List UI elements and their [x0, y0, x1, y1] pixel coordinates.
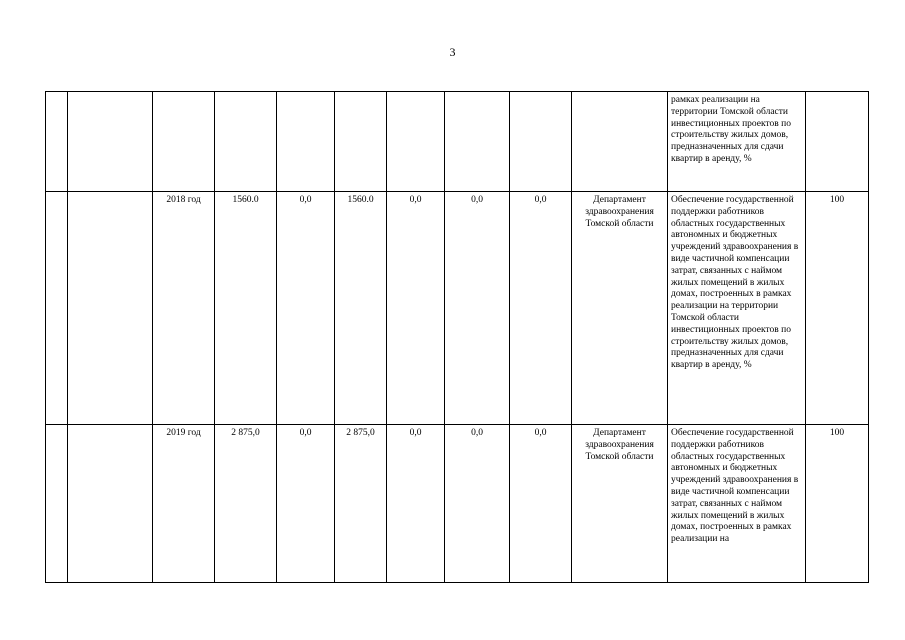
- cell-other: 0,0: [510, 192, 572, 425]
- cell-year: 2019 год: [153, 425, 215, 583]
- cell-other: 0,0: [510, 425, 572, 583]
- program-table: [45, 91, 869, 583]
- cell-index: [46, 192, 68, 425]
- cell-year: [153, 92, 215, 192]
- cell-total: 2 875,0: [215, 425, 277, 583]
- cell-department: Департамент здравоохранения Томской области: [572, 192, 668, 425]
- cell-value: [806, 92, 869, 192]
- cell-federal: [277, 92, 335, 192]
- cell-regional: 2 875,0: [335, 425, 387, 583]
- cell-department: [572, 92, 668, 192]
- cell-regional: 1560.0: [335, 192, 387, 425]
- cell-index: [46, 425, 68, 583]
- cell-year: 2018 год: [153, 192, 215, 425]
- cell-extra: [445, 92, 510, 192]
- cell-federal: 0,0: [277, 425, 335, 583]
- cell-indicator: Обеспечение государственной поддержки работников областных государственных автономных и бюджетных учреждений здравоохранения в виде частичной компенсации затрат, связанных с наймом жилых помещений в жилых домах, построенных в рамках реализации на территории Томской области инвестиционных проектов по строительству жилых домов, предназначенных для сдачи квартир в аренду, %: [668, 192, 806, 425]
- cell-name: [68, 192, 153, 425]
- cell-value: 100: [806, 425, 869, 583]
- cell-local: 0,0: [387, 192, 445, 425]
- page-number: 3: [449, 45, 456, 59]
- cell-indicator: Обеспечение государственной поддержки работников областных государственных автономных и бюджетных учреждений здравоохранения в виде частичной компенсации затрат, связанных с наймом жилых помещений в жилых домах, построенных в рамках реализации на: [668, 425, 806, 583]
- cell-local: [387, 92, 445, 192]
- cell-index: [46, 92, 68, 192]
- cell-federal: 0,0: [277, 192, 335, 425]
- cell-name: [68, 425, 153, 583]
- cell-regional: [335, 92, 387, 192]
- cell-local: 0,0: [387, 425, 445, 583]
- cell-extra: 0,0: [445, 425, 510, 583]
- cell-name: [68, 92, 153, 192]
- cell-value: 100: [806, 192, 869, 425]
- cell-other: [510, 92, 572, 192]
- cell-department: Департамент здравоохранения Томской области: [572, 425, 668, 583]
- cell-extra: 0,0: [445, 192, 510, 425]
- table-row: [46, 192, 869, 425]
- table-row: [46, 92, 869, 192]
- cell-total: [215, 92, 277, 192]
- cell-total: 1560.0: [215, 192, 277, 425]
- cell-indicator: рамках реализации на территории Томской области инвестиционных проектов по строительству жилых домов, предназначенных для сдачи квартир в аренду, %: [668, 92, 806, 192]
- table-row: [46, 425, 869, 583]
